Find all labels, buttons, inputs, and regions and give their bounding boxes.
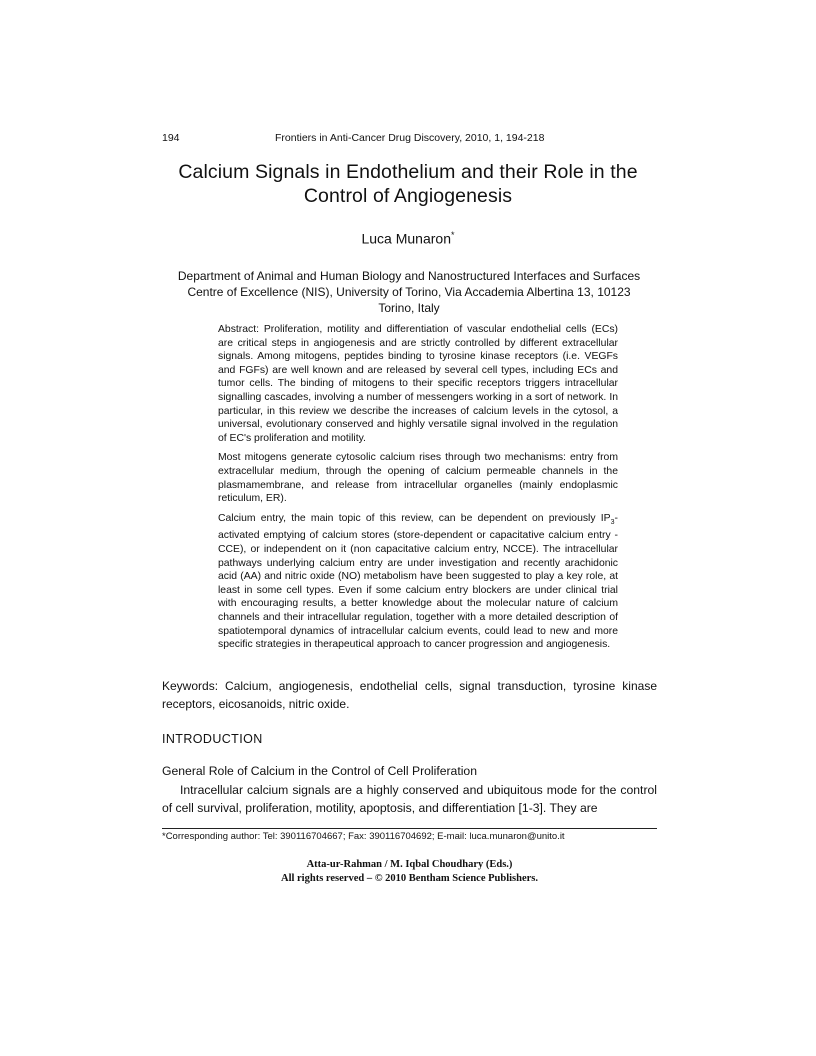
journal-citation: Frontiers in Anti-Cancer Drug Discovery, 2010, 1, 194-218 bbox=[275, 132, 545, 144]
page-number: 194 bbox=[162, 132, 180, 144]
title-line-2: Control of Angiogenesis bbox=[303, 185, 513, 207]
editors-line: Atta-ur-Rahman / M. Iqbal Choudhary (Eds.) bbox=[306, 859, 513, 870]
abstract-label: Abstract: bbox=[218, 324, 259, 335]
corresponding-marker: * bbox=[451, 230, 455, 240]
affiliation bbox=[160, 268, 658, 316]
body-paragraph: Intracellular calcium signals are a highly conserved and ubiquitous mode for the control of cell survival, proliferation, motility, apoptosis, and differentiation [1-3]. They are bbox=[162, 783, 657, 815]
section-heading: INTRODUCTION bbox=[162, 732, 263, 746]
affiliation-line-2: Centre of Excellence (NIS), University of Torino, Via Accademia Albertina 13, 10123 bbox=[187, 285, 631, 299]
author bbox=[150, 230, 666, 247]
copyright-line: All rights reserved – © 2010 Bentham Science Publishers. bbox=[280, 873, 538, 884]
footnote-divider bbox=[162, 828, 657, 829]
keywords bbox=[162, 677, 657, 713]
author-name: Luca Munaron bbox=[361, 230, 451, 247]
keywords-list: Calcium, angiogenesis, endothelial cells, signal transduction, tyrosine kinase receptors, eicosanoids, nitric oxide. bbox=[162, 679, 657, 711]
abstract bbox=[218, 323, 618, 658]
abstract-paragraph-1: Abstract: Proliferation, motility and differentiation of vascular endothelial cells (ECs) are critical steps in angiogenesis and are strictly controlled by different extracellular signals. Among mitogens, peptides binding to tyrosine kinase receptors (i.e. VEGFs and FGFs) are well known and are released by several cell types, including ECs and tumor cells. The binding of mitogens to their specific receptors triggers intracellular signalling cascades, involving a number of messengers working in a sort of network. In particular, in this review we describe the increases of calcium levels in the cytosol, a universal, evolutionary conserved and highly versatile signal involved in the regulation of EC's proliferation and motility. bbox=[218, 324, 618, 444]
abstract-paragraph-2: Most mitogens generate cytosolic calcium rises through two mechanisms: entry from extracellular medium, through the opening of calcium permeable channels in the plasmamembrane, and release from intracellular organelles (mainly endoplasmic reticulum, ER). bbox=[218, 452, 618, 505]
affiliation-line-3: Torino, Italy bbox=[378, 301, 440, 315]
keywords-label: Keywords: bbox=[162, 679, 219, 693]
corresponding-author-footnote: *Corresponding author: Tel: 390116704667; Fax: 390116704692; E-mail: luca.munaron@unito.it bbox=[162, 831, 565, 842]
abstract-paragraph-3: Calcium entry, the main topic of this review, can be dependent on previously $IP_3$-activated emptying of calcium stores (store-dependent or capacitative calcium entry - CCE), or independent on it (non capacitative calcium entry, NCCE). The intracellular pathways underlying calcium entry are under investigation and recently arachidonic acid (AA) and nitric oxide (NO) metabolism have been suggested to play a key role, at least in some cell types. Even if some calcium entry blockers are under clinical trial with encouraging results, a better knowledge about the molecular nature of calcium channels and their intracellular regulation, together with a more detailed description of spatiotemporal dynamics of intracellular calcium events, could lead to new and more specific strategies in therapeutical approach to cancer progression and angiogenesis. bbox=[218, 512, 618, 651]
title-line-1: Calcium Signals in Endothelium and their Role in the bbox=[178, 161, 638, 183]
subsection-heading: General Role of Calcium in the Control of Cell Proliferation bbox=[162, 764, 477, 778]
paper-title bbox=[150, 160, 666, 208]
affiliation-line-1: Department of Animal and Human Biology and Nanostructured Interfaces and Surfaces bbox=[177, 269, 641, 283]
publisher-notice bbox=[162, 858, 657, 886]
